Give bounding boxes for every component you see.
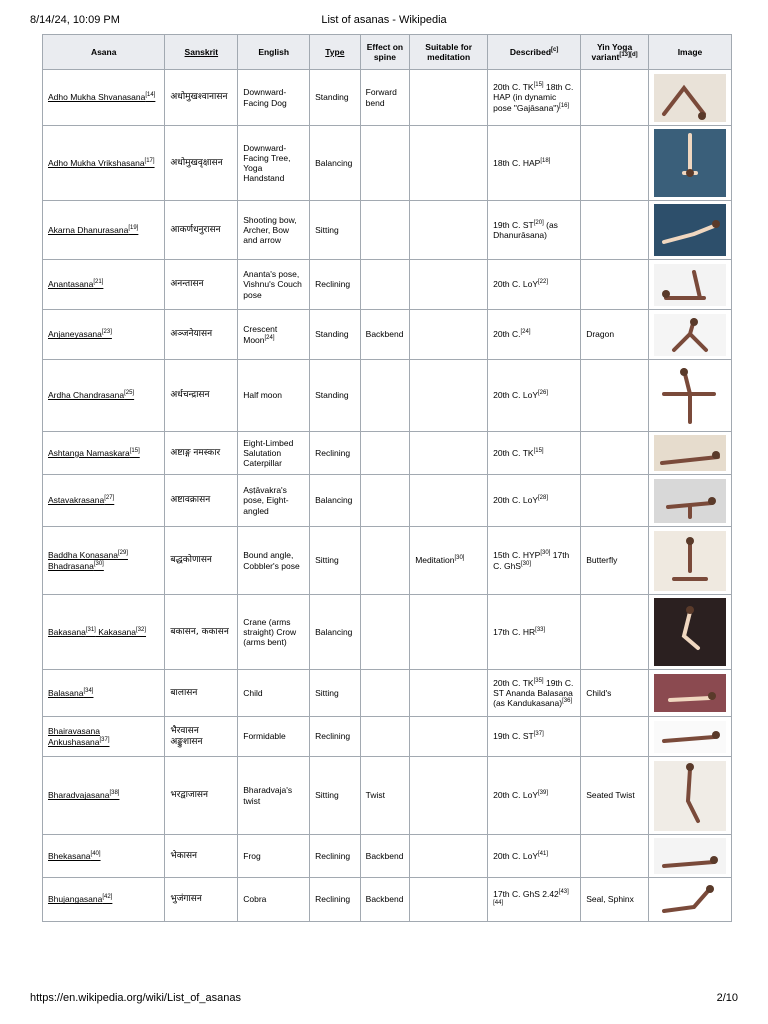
type-cell — [310, 835, 361, 878]
type-cell — [310, 757, 361, 835]
asana-link[interactable] — [43, 878, 165, 922]
table-row — [43, 757, 732, 835]
type-cell — [310, 475, 361, 527]
type-cell — [310, 527, 361, 595]
sanskrit-cell-text: अधोमुखश्वानासन — [170, 92, 228, 103]
sanskrit-cell — [165, 201, 238, 260]
type-cell-text: Sitting — [315, 224, 339, 235]
asana-link-text[interactable]: Bhujangasana[42] — [48, 894, 113, 905]
english-cell-text: Crane (arms straight) Crow (arms bent) — [243, 616, 297, 648]
yin-cell — [581, 717, 649, 757]
asana-link[interactable] — [43, 757, 165, 835]
english-cell — [238, 126, 310, 201]
yin-cell-text: Dragon — [586, 329, 615, 340]
spine-cell — [360, 757, 410, 835]
asana-link[interactable] — [43, 475, 165, 527]
english-cell-text: Formidable — [243, 731, 286, 742]
sanskrit-cell-text: अधोमुखवृक्षासन — [170, 157, 223, 168]
described-cell-text: 20th C.[24] — [493, 329, 531, 340]
spine-cell — [360, 70, 410, 126]
eight-limbed-photo[interactable] — [654, 435, 726, 471]
meditation-cell-text: Meditation[30] — [415, 555, 465, 566]
image-cell[interactable] — [648, 878, 731, 922]
type-cell — [310, 717, 361, 757]
english-cell — [238, 670, 310, 717]
described-cell-text: 20th C. TK[15] — [493, 447, 544, 458]
sanskrit-cell-text: बकासन, ककासन — [170, 626, 229, 637]
sanskrit-cell — [165, 360, 238, 432]
image-cell[interactable] — [648, 70, 731, 126]
described-cell — [488, 670, 581, 717]
described-cell-text: 17th C. GhS 2.42[43][44] — [493, 889, 569, 906]
english-cell-text: Shooting bow, Archer, Bow and arrow — [243, 214, 297, 246]
type-cell-text: Reclining — [315, 894, 351, 905]
meditation-cell — [410, 878, 488, 922]
meditation-cell — [410, 70, 488, 126]
bharadvaja-twist-photo[interactable] — [654, 761, 726, 831]
spine-cell — [360, 717, 410, 757]
col-header-image: Image — [648, 35, 731, 70]
meditation-cell — [410, 717, 488, 757]
sanskrit-cell — [165, 260, 238, 310]
yin-cell — [581, 475, 649, 527]
print-header — [30, 14, 738, 30]
yin-cell — [581, 260, 649, 310]
crane-crow-photo[interactable] — [654, 598, 726, 666]
sanskrit-cell-text: बद्धकोणासन — [170, 555, 212, 566]
table-header-row — [43, 35, 732, 70]
type-cell — [310, 260, 361, 310]
described-cell — [488, 527, 581, 595]
meditation-cell — [410, 670, 488, 717]
table-row — [43, 360, 732, 432]
spine-cell-text: Backbend — [365, 329, 404, 340]
english-cell — [238, 717, 310, 757]
spine-cell — [360, 432, 410, 475]
anantasana-photo[interactable] — [654, 264, 726, 306]
asana-link-text[interactable]: Bhairavasana Ankushasana[37] — [48, 726, 110, 747]
sanskrit-cell-text: अर्धचन्द्रासन — [170, 390, 210, 401]
sanskrit-cell-text: भैरवासन अङ्कुशासन — [170, 725, 203, 747]
formidable-drawing[interactable] — [654, 721, 726, 753]
meditation-cell — [410, 360, 488, 432]
asana-link-text[interactable]: Bhekasana[40] — [48, 850, 101, 861]
english-cell-text: Bharadvaja's twist — [243, 785, 293, 806]
english-cell — [238, 878, 310, 922]
image-cell[interactable] — [648, 360, 731, 432]
type-cell-text: Balancing — [315, 626, 353, 637]
table-row — [43, 527, 732, 595]
spine-cell — [360, 878, 410, 922]
print-datetime: 8/14/24, 10:09 PM — [30, 14, 120, 26]
asana-link-text[interactable]: Anjaneyasana[23] — [48, 329, 112, 340]
type-cell-text: Standing — [315, 390, 349, 401]
described-cell — [488, 360, 581, 432]
yin-cell-text: Seated Twist — [586, 790, 635, 801]
meditation-cell — [410, 201, 488, 260]
table-row — [43, 126, 732, 201]
type-cell — [310, 595, 361, 670]
sanskrit-cell-text: अनन्तासन — [170, 279, 204, 290]
asana-link-text[interactable]: Akarna Dhanurasana[19] — [48, 224, 139, 235]
described-cell — [488, 595, 581, 670]
table-row — [43, 432, 732, 475]
spine-cell-text: Backbend — [365, 894, 404, 905]
sanskrit-cell-text: भरद्वाजासन — [170, 790, 209, 801]
described-cell — [488, 201, 581, 260]
described-cell — [488, 717, 581, 757]
type-cell-text: Reclining — [315, 447, 351, 458]
spine-cell — [360, 835, 410, 878]
described-cell-text: 20th C. LoY[41] — [493, 850, 549, 861]
image-cell[interactable] — [648, 126, 731, 201]
meditation-cell — [410, 432, 488, 475]
asana-link-text[interactable]: Bakasana[31] Kakasana[32] — [48, 626, 147, 637]
type-cell — [310, 432, 361, 475]
sanskrit-cell — [165, 432, 238, 475]
sanskrit-cell — [165, 717, 238, 757]
col-header-type[interactable]: Type — [310, 35, 361, 70]
meditation-cell — [410, 595, 488, 670]
asana-link-text[interactable]: Balasana[34] — [48, 687, 94, 698]
type-cell-text: Reclining — [315, 279, 351, 290]
meditation-cell — [410, 260, 488, 310]
crescent-moon-photo[interactable] — [654, 314, 726, 356]
type-cell — [310, 126, 361, 201]
asana-link[interactable] — [43, 527, 165, 595]
half-moon-photo[interactable] — [654, 364, 726, 428]
type-cell-text: Balancing — [315, 157, 353, 168]
yin-cell — [581, 432, 649, 475]
asana-link-text[interactable]: Adho Mukha Shvanasana[14] — [48, 92, 156, 103]
print-footer — [30, 992, 738, 1008]
meditation-cell — [410, 126, 488, 201]
described-cell-text: 20th C. LoY[22] — [493, 279, 549, 290]
sanskrit-cell — [165, 670, 238, 717]
sanskrit-cell — [165, 70, 238, 126]
described-cell — [488, 475, 581, 527]
yin-cell — [581, 360, 649, 432]
sanskrit-cell — [165, 595, 238, 670]
asana-link[interactable] — [43, 310, 165, 360]
type-cell-text: Sitting — [315, 687, 339, 698]
table-row — [43, 70, 732, 126]
asanas-table — [42, 34, 732, 922]
english-cell-text: Cobra — [243, 894, 267, 905]
image-cell[interactable] — [648, 757, 731, 835]
handstand-photo[interactable] — [654, 129, 726, 197]
english-cell — [238, 475, 310, 527]
asana-link[interactable] — [43, 126, 165, 201]
spine-cell — [360, 360, 410, 432]
described-cell-text: 17th C. HR[33] — [493, 626, 546, 637]
asana-link[interactable] — [43, 201, 165, 260]
yin-cell-text: Seal, Sphinx — [586, 894, 634, 905]
spine-cell — [360, 475, 410, 527]
yin-cell — [581, 757, 649, 835]
image-cell[interactable] — [648, 670, 731, 717]
yin-cell — [581, 310, 649, 360]
image-cell[interactable] — [648, 310, 731, 360]
asana-link-text[interactable]: Ashtanga Namaskara[15] — [48, 447, 140, 458]
asana-link-text[interactable]: Anantasana[21] — [48, 279, 104, 290]
english-cell-text: Eight-Limbed Salutation Caterpillar — [243, 437, 294, 469]
meditation-cell — [410, 527, 488, 595]
yin-cell — [581, 126, 649, 201]
described-cell — [488, 260, 581, 310]
table-row — [43, 260, 732, 310]
asana-link-text[interactable]: Ardha Chandrasana[25] — [48, 390, 135, 401]
sanskrit-cell-text: भुजंगासन — [170, 894, 202, 905]
table-row — [43, 878, 732, 922]
english-cell-text: Frog — [243, 850, 261, 861]
image-cell[interactable] — [648, 717, 731, 757]
table-row — [43, 595, 732, 670]
meditation-cell — [410, 475, 488, 527]
english-cell-text: Ananta's pose, Vishnu's Couch pose — [243, 269, 302, 300]
sanskrit-cell — [165, 310, 238, 360]
yin-cell — [581, 670, 649, 717]
col-header-meditation[interactable]: Suitable for meditation — [410, 35, 488, 70]
col-header-spine[interactable]: Effect on spine — [360, 35, 410, 70]
described-cell-text: 20th C. TK[35] 19th C. ST Ananda Balasana (as Kandukasana)[36] — [493, 677, 574, 709]
described-cell — [488, 432, 581, 475]
asana-link[interactable] — [43, 595, 165, 670]
print-page-title: List of asanas - Wikipedia — [321, 14, 447, 26]
image-cell[interactable] — [648, 432, 731, 475]
described-cell — [488, 70, 581, 126]
spine-cell — [360, 310, 410, 360]
yin-cell — [581, 878, 649, 922]
asana-link[interactable] — [43, 360, 165, 432]
english-cell-text: Downward-Facing Tree, Yoga Handstand — [243, 142, 291, 184]
sanskrit-cell-text: आकर्णधनुरासन — [170, 224, 221, 235]
col-header-english[interactable]: English — [238, 35, 310, 70]
type-cell-text: Reclining — [315, 731, 351, 742]
english-cell — [238, 260, 310, 310]
spine-cell — [360, 670, 410, 717]
sanskrit-cell-text: भेकासन — [170, 850, 198, 861]
asana-link[interactable] — [43, 260, 165, 310]
english-cell — [238, 201, 310, 260]
type-cell-text: Standing — [315, 329, 349, 340]
type-cell-text: Balancing — [315, 495, 353, 506]
described-cell-text: 15th C. HYP[30] 17th C. GhS[30] — [493, 550, 570, 571]
image-cell[interactable] — [648, 475, 731, 527]
meditation-cell — [410, 835, 488, 878]
yin-cell-text: Child's — [586, 687, 612, 698]
described-cell — [488, 310, 581, 360]
asana-link[interactable] — [43, 432, 165, 475]
type-cell — [310, 70, 361, 126]
shooting-bow-photo[interactable] — [654, 204, 726, 256]
spine-cell — [360, 201, 410, 260]
type-cell — [310, 670, 361, 717]
bound-angle-photo[interactable] — [654, 531, 726, 591]
meditation-cell — [410, 310, 488, 360]
sanskrit-cell-text: अष्टाङ्ग नमस्कार — [170, 447, 221, 458]
described-cell-text: 18th C. HAP[18] — [493, 157, 551, 168]
sanskrit-cell — [165, 475, 238, 527]
yin-cell — [581, 835, 649, 878]
described-cell — [488, 835, 581, 878]
spine-cell-text: Backbend — [365, 850, 404, 861]
sanskrit-cell — [165, 527, 238, 595]
type-cell-text: Sitting — [315, 555, 339, 566]
english-cell-text: Half moon — [243, 390, 282, 401]
asana-link-text[interactable]: Bharadvajasana[38] — [48, 790, 120, 801]
image-cell[interactable] — [648, 201, 731, 260]
spine-cell — [360, 595, 410, 670]
sanskrit-cell — [165, 126, 238, 201]
frog-photo[interactable] — [654, 838, 726, 874]
asana-link[interactable] — [43, 670, 165, 717]
col-header-described[interactable]: Described[c] — [488, 35, 581, 70]
type-cell — [310, 878, 361, 922]
english-cell-text: Bound angle, Cobbler's pose — [243, 550, 300, 571]
sanskrit-cell-text: अष्टावक्रासन — [170, 495, 211, 506]
english-cell-text: Child — [243, 687, 263, 698]
described-cell-text: 20th C. LoY[26] — [493, 390, 549, 401]
image-cell[interactable] — [648, 595, 731, 670]
image-cell[interactable] — [648, 260, 731, 310]
print-url: https://en.wikipedia.org/wiki/List_of_asanas — [30, 992, 241, 1004]
english-cell — [238, 835, 310, 878]
described-cell-text: 19th C. ST[20] (as Dhanurāsana) — [493, 219, 558, 240]
print-page-number: 2/10 — [716, 992, 738, 1004]
image-cell[interactable] — [648, 835, 731, 878]
type-cell — [310, 360, 361, 432]
table-row — [43, 475, 732, 527]
described-cell — [488, 126, 581, 201]
yin-cell — [581, 527, 649, 595]
spine-cell — [360, 527, 410, 595]
english-cell — [238, 432, 310, 475]
yin-cell — [581, 70, 649, 126]
sanskrit-cell-text: बालासन — [170, 687, 198, 698]
described-cell-text: 20th C. LoY[39] — [493, 790, 549, 801]
yin-cell-text: Butterfly — [586, 555, 618, 566]
english-cell — [238, 70, 310, 126]
sanskrit-cell-text: अञ्जनेयासन — [170, 329, 213, 340]
col-header-yin[interactable]: Yin Yoga variant[13][d] — [581, 35, 649, 70]
type-cell — [310, 201, 361, 260]
col-header-asana[interactable]: Asana — [43, 35, 165, 70]
asana-link[interactable] — [43, 717, 165, 757]
english-cell — [238, 757, 310, 835]
table-row — [43, 717, 732, 757]
asana-link[interactable] — [43, 835, 165, 878]
english-cell-text: Downward-Facing Dog — [243, 87, 287, 108]
table-row — [43, 310, 732, 360]
type-cell-text: Standing — [315, 92, 349, 103]
yin-cell — [581, 595, 649, 670]
spine-cell-text: Twist — [365, 790, 386, 801]
eight-angled-photo[interactable] — [654, 479, 726, 523]
table-row — [43, 201, 732, 260]
child-pose-photo[interactable] — [654, 674, 726, 712]
spine-cell-text: Forward bend — [365, 87, 397, 108]
spine-cell — [360, 126, 410, 201]
asana-link-text[interactable]: Astavakrasana[27] — [48, 495, 115, 506]
yin-cell — [581, 201, 649, 260]
type-cell-text: Reclining — [315, 850, 351, 861]
english-cell — [238, 595, 310, 670]
table-row — [43, 835, 732, 878]
described-cell-text: 20th C. TK[15] 18th C. HAP (in dynamic pose "Gajāsana")[16] — [493, 82, 574, 113]
type-cell-text: Sitting — [315, 790, 339, 801]
sanskrit-cell — [165, 878, 238, 922]
type-cell — [310, 310, 361, 360]
asana-link[interactable] — [43, 70, 165, 126]
asana-link-text[interactable]: Baddha Konasana[29] Bhadrasana[30] — [48, 550, 128, 571]
sanskrit-cell — [165, 835, 238, 878]
image-cell[interactable] — [648, 527, 731, 595]
cobra-photo[interactable] — [654, 881, 726, 919]
col-header-sanskrit[interactable]: Sanskrit — [165, 35, 238, 70]
spine-cell — [360, 260, 410, 310]
described-cell-text: 20th C. LoY[28] — [493, 495, 549, 506]
described-cell — [488, 878, 581, 922]
english-cell-text: Crescent Moon[24] — [243, 324, 278, 345]
downward-dog-photo[interactable] — [654, 74, 726, 122]
asana-link-text[interactable]: Adho Mukha Vrikshasana[17] — [48, 157, 155, 168]
described-cell — [488, 757, 581, 835]
english-cell-text: Aṣṭāvakra's pose, Eight-angled — [243, 485, 289, 516]
english-cell — [238, 360, 310, 432]
table-row — [43, 670, 732, 717]
sanskrit-cell — [165, 757, 238, 835]
english-cell — [238, 527, 310, 595]
english-cell — [238, 310, 310, 360]
described-cell-text: 19th C. ST[37] — [493, 731, 544, 742]
meditation-cell — [410, 757, 488, 835]
